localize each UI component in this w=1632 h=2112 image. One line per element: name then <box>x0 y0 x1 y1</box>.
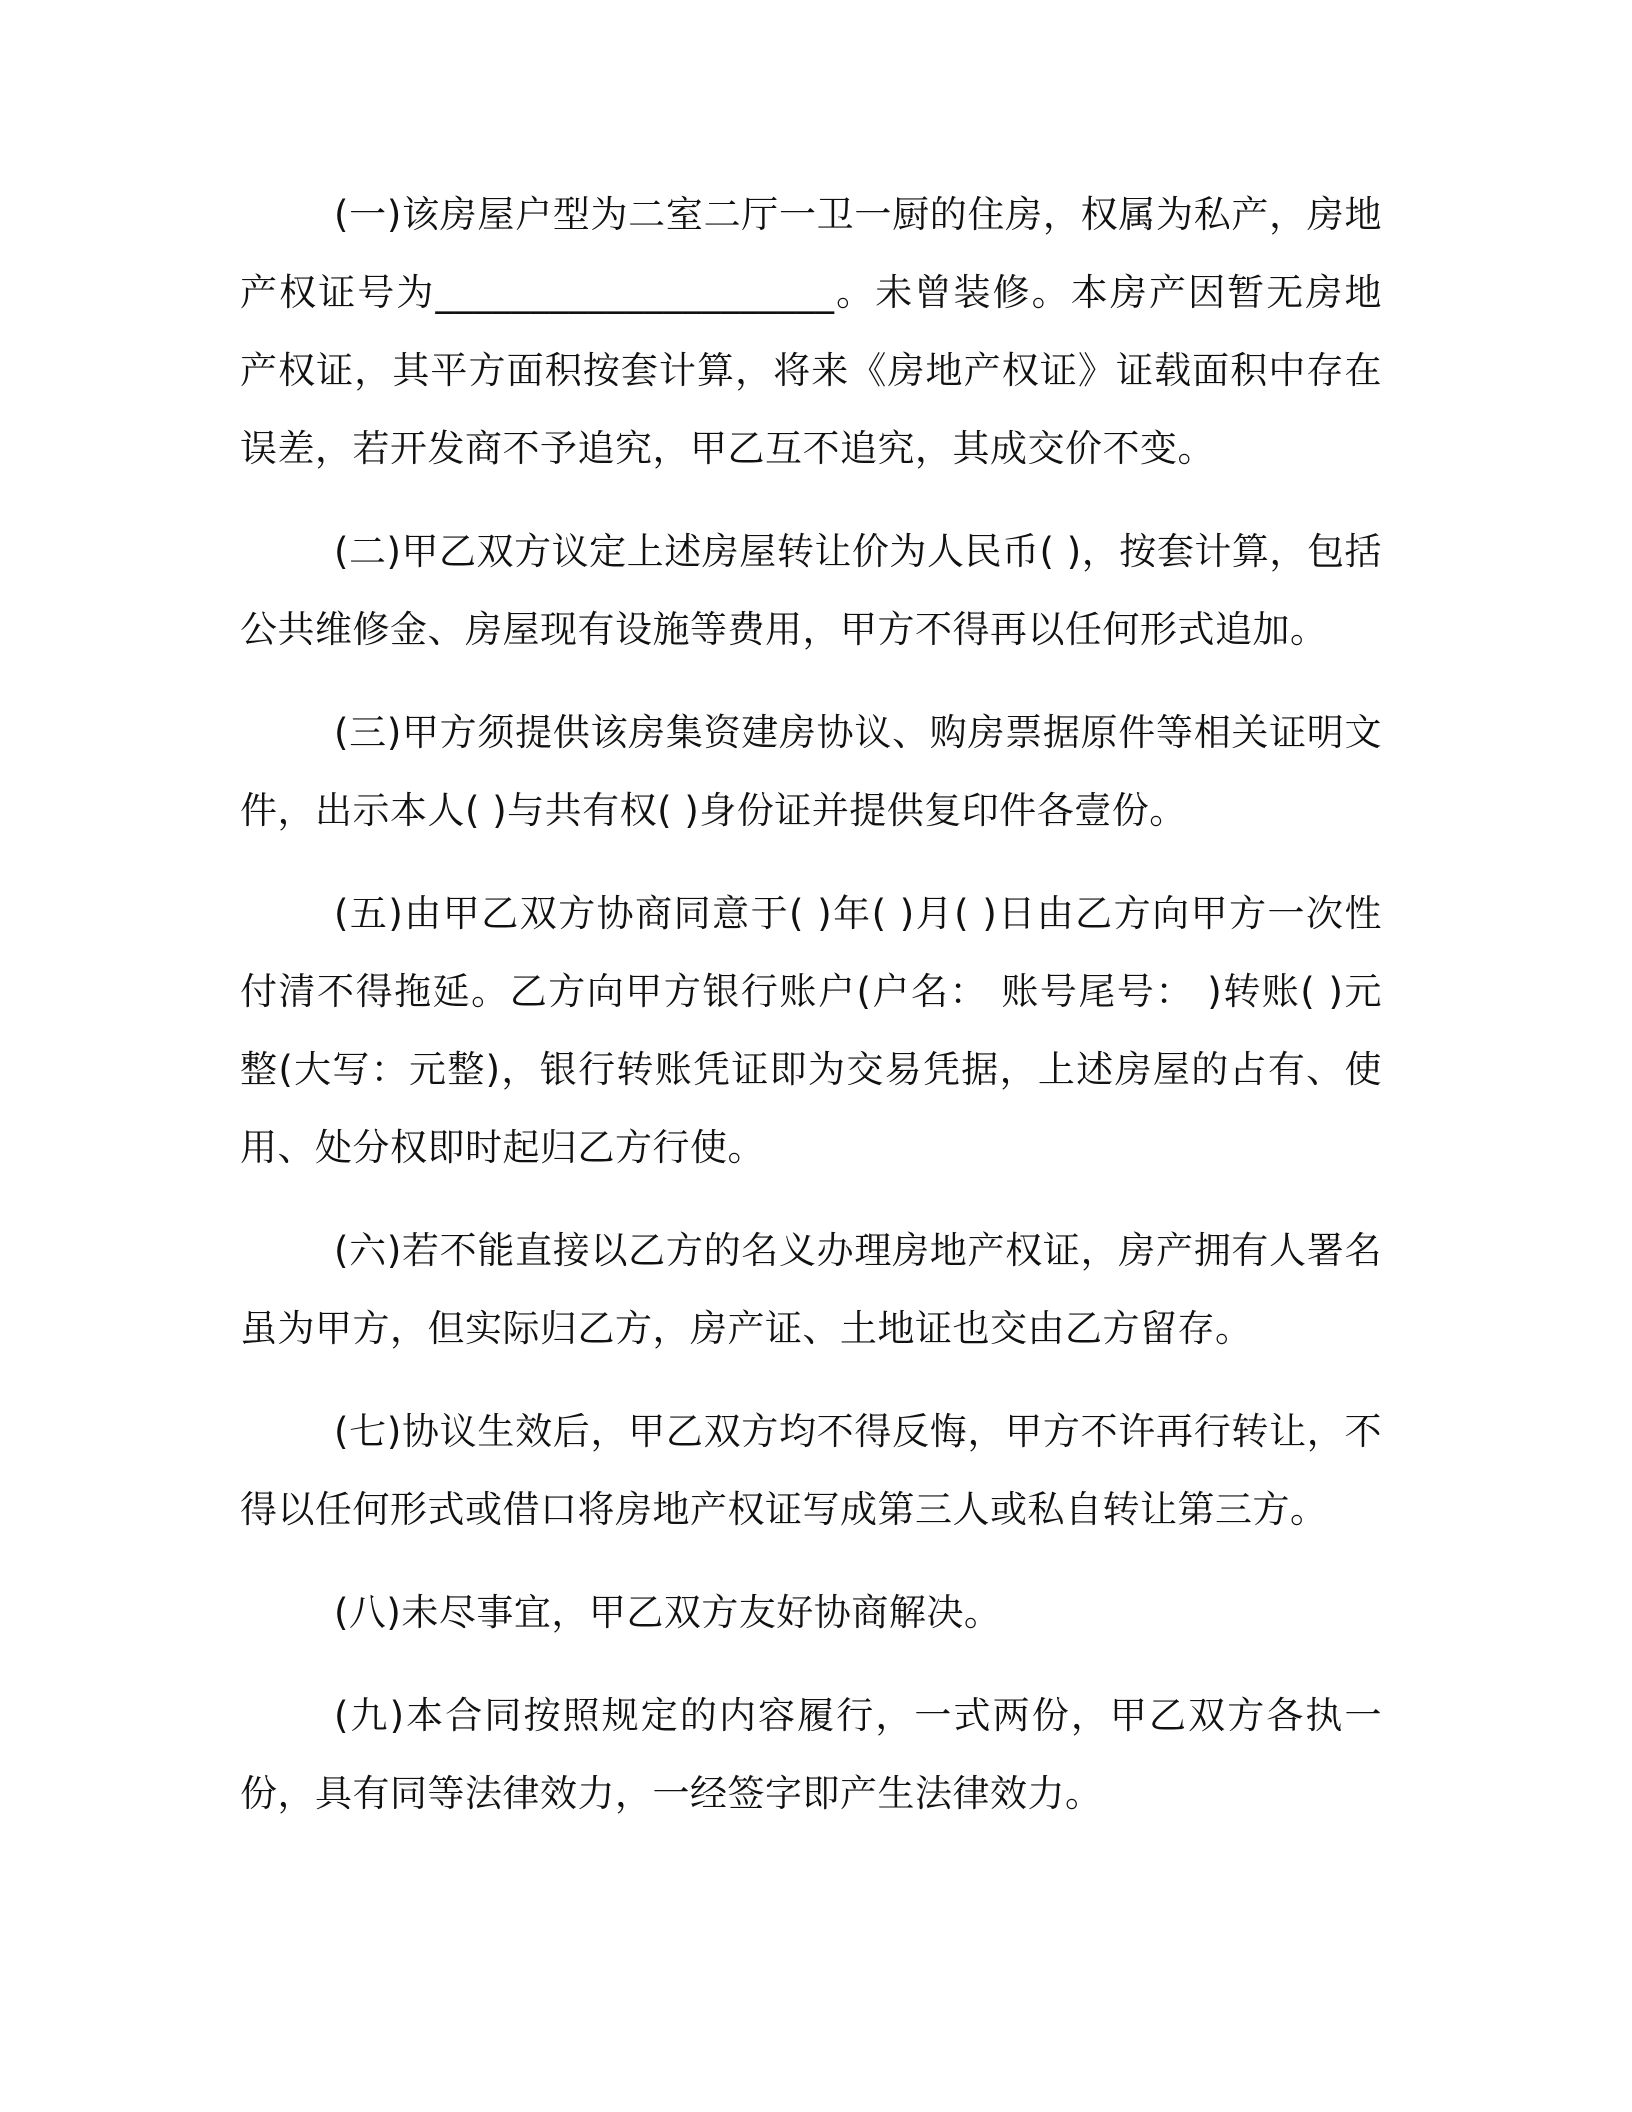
clause-8: (八)未尽事宜，甲乙双方友好协商解决。 <box>334 1591 1002 1634</box>
clause-3: (三)甲方须提供该房集资建房协议、购房票据原件等相关证明文件，出示本人( )与共有权( )身份证并提供复印件各壹份。 <box>240 711 1382 832</box>
clause-5: (五)由甲乙双方协商同意于( )年( )月( )日由乙方向甲方一次性付清不得拖延。乙方向甲方银行账户(户名： 账号尾号： )转账( )元整(大写：元整)，银行转账凭证即为交易凭据，上述房屋的占有、使用、处分权即时起归乙方行使。 <box>240 892 1382 1169</box>
clause-9: (九)本合同按照规定的内容履行，一式两份，甲乙双方各执一份，具有同等法律效力，一经签字即产生法律效力。 <box>240 1694 1382 1815</box>
clause-6: (六)若不能直接以乙方的名义办理房地产权证，房产拥有人署名虽为甲方，但实际归乙方，房产证、土地证也交由乙方留存。 <box>240 1229 1382 1350</box>
document-body <box>240 176 1382 1858</box>
clause-7: (七)协议生效后，甲乙双方均不得反悔，甲方不许再行转让，不得以任何形式或借口将房地产权证写成第三人或私自转让第三方。 <box>240 1410 1382 1531</box>
clause-1: (一)该房屋户型为二室二厅一卫一厨的住房，权属为私产，房地产权证号为_____________________。未曾装修。本房产因暂无房地产权证，其平方面积按套计算，将来《房地产权证》证载面积中存在误差，若开发商不予追究，甲乙互不追究，其成交价不变。 <box>240 193 1382 470</box>
clause-2: (二)甲乙双方议定上述房屋转让价为人民币( )，按套计算，包括公共维修金、房屋现有设施等费用，甲方不得再以任何形式追加。 <box>240 530 1382 651</box>
